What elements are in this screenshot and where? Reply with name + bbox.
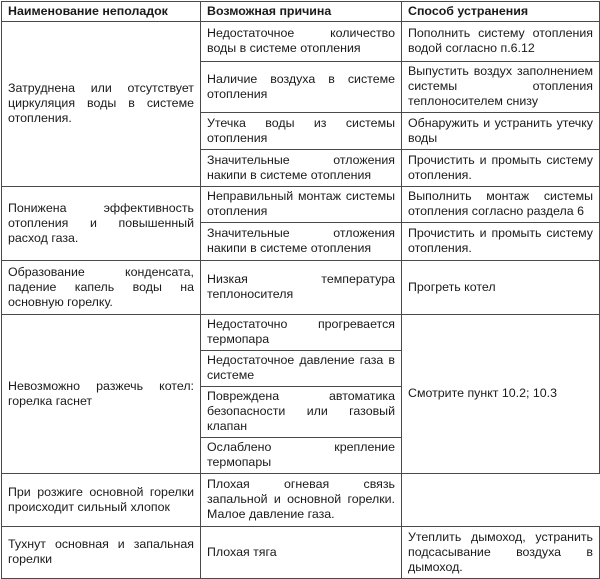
header-problem: Наименование неполадок xyxy=(2,2,201,22)
header-remedy: Способ устранения xyxy=(402,2,600,22)
troubleshooting-table xyxy=(1,1,600,579)
cause-cell: Недостаточно прогревается термопара xyxy=(201,315,402,351)
remedy-cell: Прогреть котел xyxy=(402,261,600,315)
header-cause: Возможная причина xyxy=(201,2,402,22)
shared-remedy-cell: Смотрите пункт 10.2; 10.3 xyxy=(402,315,600,474)
cause-cell: Наличие воздуха в системе отопления xyxy=(201,62,402,113)
table-row xyxy=(2,261,600,315)
remedy-cell: Прочистить и промыть систему отопления. xyxy=(402,150,600,187)
table-row xyxy=(2,315,600,351)
cause-cell: Повреждена автоматика безопасности или газовый клапан xyxy=(201,387,402,438)
cause-cell: Значительные отложения накипи в системе отопления xyxy=(201,223,402,261)
remedy-cell: Обнаружить и устранить утечку воды xyxy=(402,113,600,150)
cause-cell: Низкая температура теплоносителя xyxy=(201,261,402,315)
remedy-cell: Утеплить дымоход, устранить подсасывание воздуха в дымоход. xyxy=(402,527,600,579)
table-row xyxy=(2,187,600,223)
remedy-cell: Выпустить воздух заполнением системы отопления теплоносителем снизу xyxy=(402,62,600,113)
table-row xyxy=(2,22,600,62)
cause-cell: Недостаточное количество воды в системе отопления xyxy=(201,22,402,62)
table-row xyxy=(2,527,600,579)
cause-cell: Ослаблено крепление термопары xyxy=(201,438,402,474)
problem-cell: Образование конденсата, падение капель воды на основную горелку. xyxy=(2,261,201,315)
cause-cell: Значительные отложения накипи в системе отопления xyxy=(201,150,402,187)
cause-cell: Утечка воды из системы отопления xyxy=(201,113,402,150)
troubleshooting-table-wrapper xyxy=(1,1,599,579)
problem-cell: Тухнут основная и запальная горелки xyxy=(2,527,201,579)
cause-cell: Недостаточное давление газа в системе xyxy=(201,351,402,387)
remedy-cell: Пополнить систему отопления водой согласно п.6.12 xyxy=(402,22,600,62)
header-row xyxy=(2,2,600,22)
cause-cell: Плохая огневая связь запальной и основной горелки. Малое давление газа. xyxy=(201,474,402,527)
remedy-cell: Выполнить монтаж системы отопления согласно раздела 6 xyxy=(402,187,600,223)
problem-cell: Невозможно разжечь котел: горелка гаснет xyxy=(2,315,201,474)
cause-cell: Плохая тяга xyxy=(201,527,402,579)
problem-cell: Затруднена или отсутствует циркуляция воды в системе отопления. xyxy=(2,22,201,187)
problem-cell: Понижена эффективность отопления и повышенный расход газа. xyxy=(2,187,201,261)
problem-cell: При розжиге основной горелки происходит сильный хлопок xyxy=(2,474,201,527)
table-row xyxy=(2,474,600,527)
remedy-cell: Прочистить и промыть систему отопления. xyxy=(402,223,600,261)
cause-cell: Неправильный монтаж системы отопления xyxy=(201,187,402,223)
